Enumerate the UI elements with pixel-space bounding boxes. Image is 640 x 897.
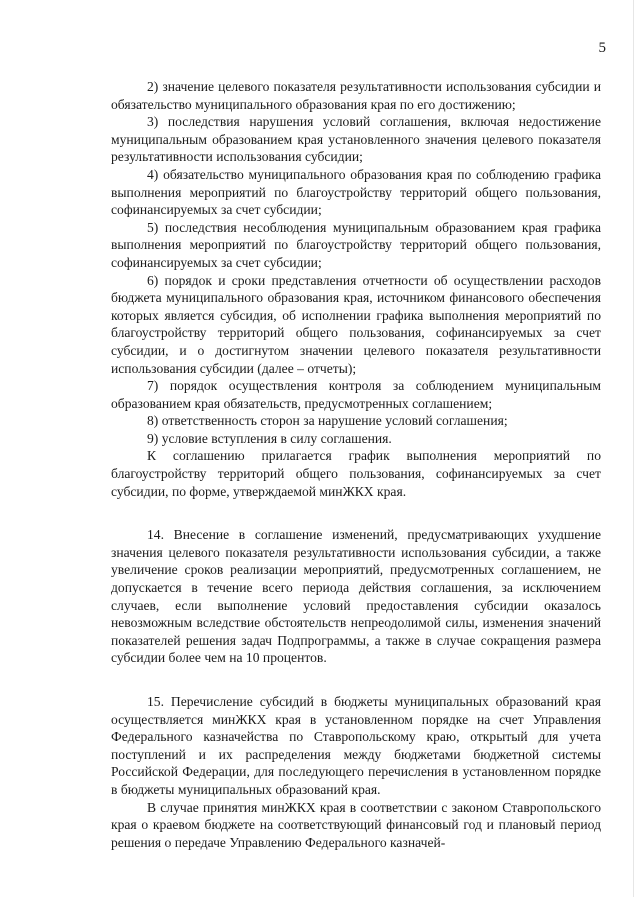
scan-edge-line (633, 0, 634, 897)
paragraph-item-5: 5) последствия несоблюдения муниципальным образованием края графика выполнения мероприятий по благоустройству территорий общего пользования, софинансируемых за счет субсидии; (111, 219, 601, 270)
page-number: 5 (598, 40, 606, 56)
document-body (111, 78, 601, 851)
paragraph-schedule-attachment: К соглашению прилагается график выполнения мероприятий по благоустройству территорий общего пользования, софинансируемых за счет субсидии, по форме, утверждаемой минЖКХ края. (111, 448, 601, 499)
paragraph-item-8: 8) ответственность сторон за нарушение условий соглашения; (147, 413, 508, 429)
paragraph-item-7: 7) порядок осуществления контроля за соблюдением муниципальным образованием края обязательств, предусмотренных соглашением; (111, 378, 601, 411)
paragraph-item-2: 2) значение целевого показателя результативности использования субсидии и обязательство муниципального образования края по его достижению; (111, 79, 601, 112)
paragraph-item-6: 6) порядок и сроки представления отчетности об осуществлении расходов бюджета муниципального образования края, источником финансового обеспечения которых является субсидия, об исполнении графика выполнения мероприятий по благоустройству территорий общего пользования, софинансируемых за счет субсидии, и о достигнутом значении целевого показателя результативности использования субсидии (далее – отчеты); (111, 272, 601, 376)
paragraph-item-3: 3) последствия нарушения условий соглашения, включая недостижение муниципальным образованием края установленного значения целевого показателя результативности использования субсидии; (111, 114, 601, 165)
paragraph-section-14: 14. Внесение в соглашение изменений, предусматривающих ухудшение значения целевого показателя результативности использования субсидии, а также увеличение сроков реализации мероприятий, предусмотренных соглашением, не допускается в течение всего периода действия соглашения, за исключением случаев, если выполнение условий предоставления субсидии оказалось невозможным вследствие обстоятельств непреодолимой силы, изменения значений показателей решения задач Подпрограммы, а также в случае сокращения размера субсидии более чем на 10 процентов. (111, 527, 601, 666)
paragraph-section-15-continued: В случае принятия минЖКХ края в соответствии с законом Ставропольского края о краевом бюджете на соответствующий финансовый год и плановый период решения о передаче Управлению Федерального казначей- (111, 799, 601, 850)
paragraph-section-15: 15. Перечисление субсидий в бюджеты муниципальных образований края осуществляется минЖКХ края в установленном порядке на счет Управления Федерального казначейства по Ставропольскому краю, открытый для учета поступлений и их распределения между бюджетами бюджетной системы Российской Федерации, для последующего перечисления в установленном порядке в бюджеты муниципальных образований края. (111, 694, 601, 797)
paragraph-item-9: 9) условие вступления в силу соглашения. (147, 430, 392, 446)
paragraph-item-4: 4) обязательство муниципального образования края по соблюдению графика выполнения мероприятий по благоустройству территорий общего пользования, софинансируемых за счет субсидии; (111, 166, 601, 218)
